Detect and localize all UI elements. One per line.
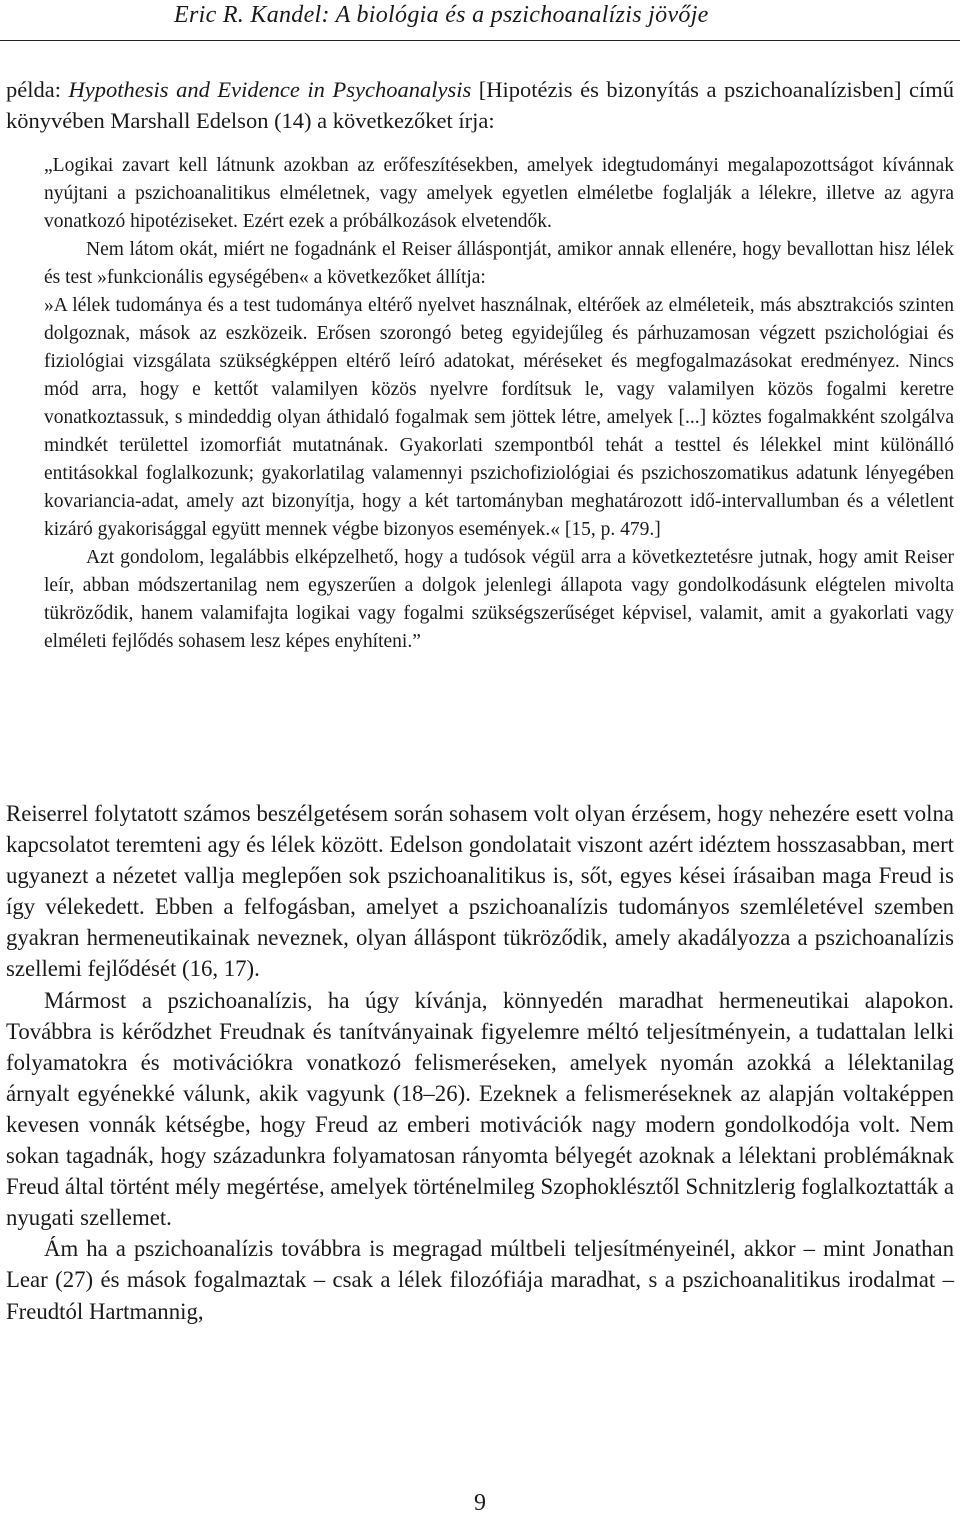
quote-paragraph: „Logikai zavart kell látnunk azokban az erőfeszítésekben, amelyek idegtudományi megalapozottságot kívánnak nyújtani a pszichoanalitikus elméletnek, vagy amelyek egyetlen elméletbe foglalják a lélekre, illetve az agyra vonatkozó hipotéziseket. Ezért ezek a próbálkozások elvetendők.	[44, 155, 954, 232]
body-paragraph: Reiserrel folytatott számos beszélgetésem során sohasem volt olyan érzésem, hogy nehezére esett volna kapcsolatot teremteni agy és lélek között. Edelson gondolatait viszont azért idéztem hosszasabban, mert ugyanezt a nézetet vallja meglepően sok pszichoanalitikus is, sőt, egyes kései írásaiban maga Freud is így vélekedett. Ebben a felfogásban, amelyet a pszichoanalízis tudományos szemléletével szemben gyakran hermeneutikainak neveznek, olyan álláspont tükröződik, amely akadályozza a pszichoanalízis szellemi fejlődését (16, 17).	[6, 801, 954, 982]
body-text	[6, 798, 954, 1327]
body-paragraph: Mármost a pszichoanalízis, ha úgy kívánja, könnyedén maradhat hermeneutikai alapokon. Továbbra is kérődzhet Freudnak és tanítványainak figyelemre méltó teljesítményein, a tudattalan lelki folyamatokra és motivációkra vonatkozó felismeréseken, amelyek nyomán azokká a lélektanilag árnyalt egyénekké válunk, akik vagyunk (18–26). Ezeknek a felismeréseknek az alapján voltaképpen kevesen vonnák kétségbe, hogy Freud az emberi motivációk nagy modern gondolkodója volt. Nem sokan tagadnák, hogy századunkra folyamatosan rányomta bélyegét azoknak a lélektani problémáknak Freud által történt mély megértése, amelyek történelmileg Szophoklésztől Schnitzlerig foglalkoztatták a nyugati szellemet.	[6, 987, 954, 1231]
body-paragraph: Ám ha a pszichoanalízis továbbra is megragad múltbeli teljesítményeinél, akkor – mint Jonathan Lear (27) és mások fogalmaztak – csak a lélek filozófiája maradhat, s a pszichoanalitikus irodalmat – Freudtól Hartmannig,	[6, 1236, 954, 1324]
intro-rest: [Hipotézis és bizonyítás a pszichoanalízisben] című könyvében Marshall Edelson (14) a következőket írja:	[6, 77, 954, 133]
intro-paragraph	[6, 74, 954, 136]
page-number: 9	[474, 1490, 486, 1516]
running-header	[0, 0, 960, 41]
quote-paragraph: »A lélek tudománya és a test tudománya eltérő nyelvet használnak, eltérőek az elméleteik, más absztrakciós szinten dolgoznak, mások az eszközeik. Erősen szorongó beteg egyidejűleg és párhuzamosan végzett pszichológiai és fiziológiai vizsgálata szükségképpen eltérő leíró adatokat, méréseket és megfogalmazásokat eredményez. Nincs mód arra, hogy e kettőt valamilyen közös nyelvre fordítsuk le, vagy valamilyen közös fogalmi keretre vonatkoztassuk, s mindeddig olyan áthidaló fogalmak sem jöttek létre, amelyek [...] köztes fogalmakként szolgálva mindkét területtel izomorfiát mutatnának. Gyakorlati szempontból tehát a testtel és lélekkel mint különálló entitásokkal foglalkozunk; gyakorlatilag valamennyi pszichofiziológiai és pszichoszomatikus adatunk lényegében kovariancia-adat, amely azt bizonyítja, hogy a két tartományban meghatározott idő-intervallumban és a véletlent kizáró gyakorisággal együtt mennek végbe bizonyos események.« [15, p. 479.]	[44, 295, 954, 540]
block-quote	[44, 152, 954, 656]
quote-paragraph: Azt gondolom, legalábbis elképzelhető, hogy a tudósok végül arra a következtetésre jutnak, hogy amit Reiser leír, abban módszertanilag nem egyszerűen a dolgok jelenlegi állapota vagy gondolkodásunk elégtelen mivolta tükröződik, hanem valamifajta logikai vagy fogalmi szükségszerűséget képvisel, valamit, amit a gyakorlati vagy elméleti fejlődés sohasem lesz képes enyhíteni.”	[44, 547, 954, 652]
quote-paragraph: Nem látom okát, miért ne fogadnánk el Reiser álláspontját, amikor annak ellenére, hogy bevallottan hisz lélek és test »funkcionális egységében« a következőket állítja:	[44, 239, 954, 288]
intro-lead: példa:	[6, 77, 69, 102]
book-title: Hypothesis and Evidence in Psychoanalysis	[68, 77, 472, 102]
running-title: Eric R. Kandel: A biológia és a pszichoanalízis jövője	[174, 2, 709, 28]
